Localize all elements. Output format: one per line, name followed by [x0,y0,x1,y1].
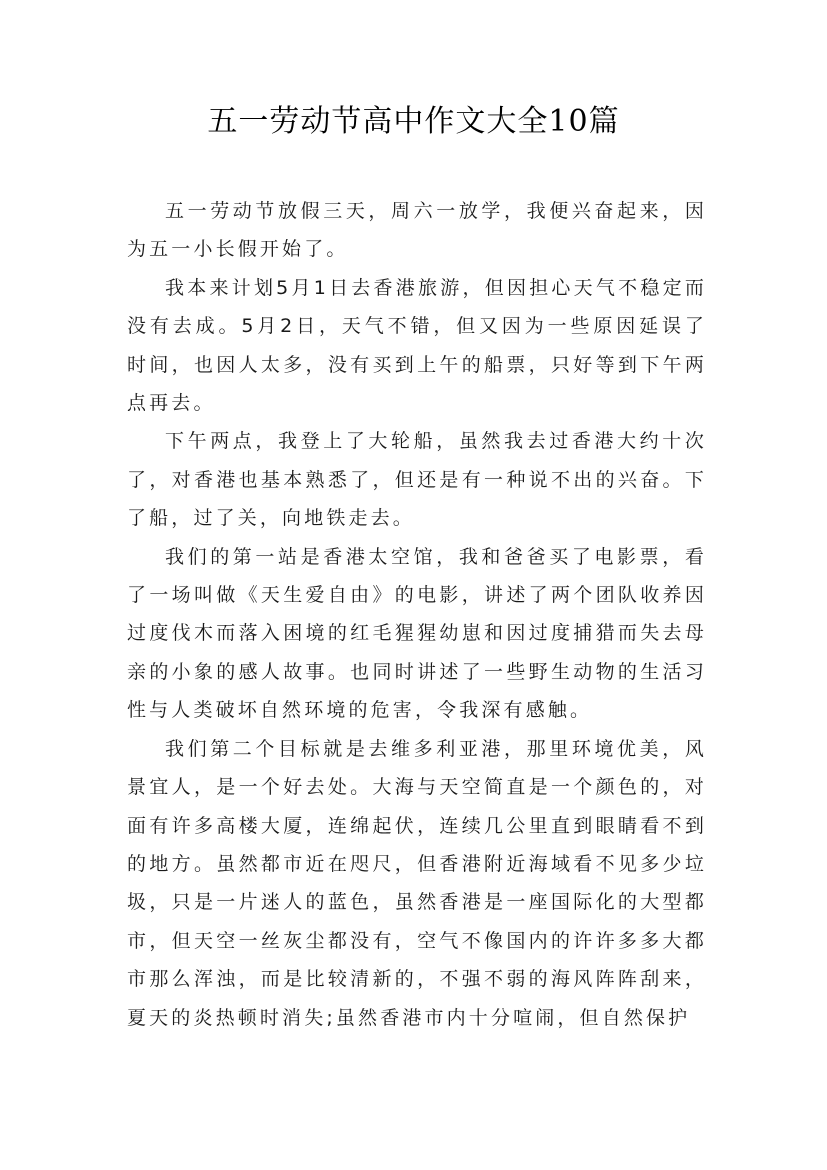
paragraph-5: 我们第二个目标就是去维多利亚港，那里环境优美，风景宜人，是一个好去处。大海与天空简直是一个颜色的，对面有许多高楼大厦，连绵起伏，连续几公里直到眼睛看不到的地方。虽然都市近在咫尺，但香港附近海域看不见多少垃圾，只是一片迷人的蓝色，虽然香港是一座国际化的大型都市，但天空一丝灰尘都没有，空气不像国内的许许多多大都市那么浑浊，而是比较清新的，不强不弱的海风阵阵刮来，夏天的炎热顿时消失;虽然香港市内十分喧闹，但自然保护 [127,737,707,1029]
paragraph-3: 下午两点，我登上了大轮船，虽然我去过香港大约十次了，对香港也基本熟悉了，但还是有一种说不出的兴奋。下了船，过了关，向地铁走去。 [127,430,707,530]
paragraph-4: 我们的第一站是香港太空馆，我和爸爸买了电影票，看了一场叫做《天生爱自由》的电影，讲述了两个团队收养因过度伐木而落入困境的红毛猩猩幼崽和因过度捕猎而失去母亲的小象的感人故事。也同时讲述了一些野生动物的生活习性与人类破坏自然环境的危害，令我深有感触。 [127,545,707,722]
document-title: 五一劳动节高中作文大全10篇 [207,104,620,139]
paragraph-1: 五一劳动节放假三天，周六一放学，我便兴奋起来，因为五一小长假开始了。 [127,200,707,261]
paragraph-2: 我本来计划5月1日去香港旅游，但因担心天气不稳定而没有去成。5月2日，天气不错，但又因为一些原因延误了时间，也因人太多，没有买到上午的船票，只好等到下午两点再去。 [127,276,707,415]
document-body [127,192,707,1037]
